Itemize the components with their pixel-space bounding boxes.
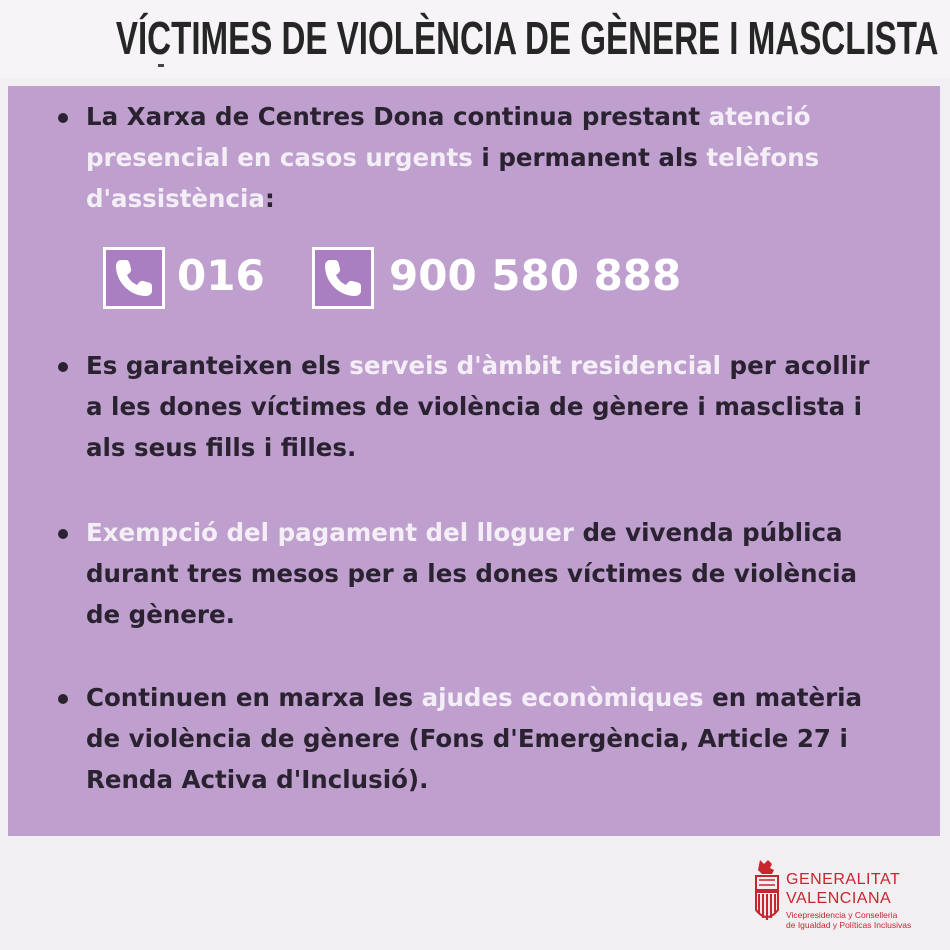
bullet-icon [58,362,68,372]
logo-sub-line: Vicepresidencia y Conselleria [786,910,898,920]
phone-number: 900 580 888 [389,251,682,300]
item-part: i permanent als [472,143,707,172]
list-item [58,512,878,635]
phone-icon[interactable] [103,247,165,309]
list-item [58,96,878,219]
list-item [58,677,878,800]
phone-handset-icon [112,256,156,300]
item-highlight: telèfons d'assistència [86,143,820,213]
item-part: Es garanteixen els [86,351,350,380]
bullet-icon [58,113,68,123]
list-item-text [86,512,878,635]
logo-subtitle [786,910,911,930]
item-part: : [264,184,275,213]
item-part: per acollir a les dones víctimes de violència de gènere i masclista i als seus fills i filles. [86,351,870,462]
phone-handset-icon [321,256,365,300]
header [0,0,950,78]
item-highlight: ajudes econòmiques [421,683,704,712]
logo-name-line: VALENCIANA [786,890,892,907]
item-highlight: atenció presencial en casos urgents [86,102,811,172]
phone-row [103,247,803,313]
item-highlight: serveis d'àmbit residencial [349,351,722,380]
list-item-text [86,345,878,468]
title-divider [158,64,164,67]
logo-name [786,870,900,908]
generalitat-logo [750,858,940,938]
item-highlight: Exempció del pagament del lloguer [86,518,574,547]
phone-number: 016 [177,251,265,300]
logo-sub-line: de Igualdad y Políticas Inclusivas [786,920,912,930]
item-part: La Xarxa de Centres Dona continua prestant [86,102,709,131]
bullet-icon [58,529,68,539]
list-item-text [86,96,878,219]
item-part: de vivenda pública durant tres mesos per a les dones víctimes de violència de gènere. [86,518,858,629]
bullet-icon [58,694,68,704]
phone-icon[interactable] [312,247,374,309]
logo-name-line: GENERALITAT [786,871,901,888]
page-title: VÍCTIMES DE VIOLÈNCIA DE GÈNERE I MASCLISTA [115,12,938,64]
list-item-text [86,677,878,800]
item-part: Continuen en marxa les [86,683,422,712]
item-part: en matèria de violència de gènere (Fons d'Emergència, Article 27 i Renda Activa d'Inclusió). [86,683,863,794]
coat-of-arms-icon [750,858,782,928]
list-item [58,345,878,468]
